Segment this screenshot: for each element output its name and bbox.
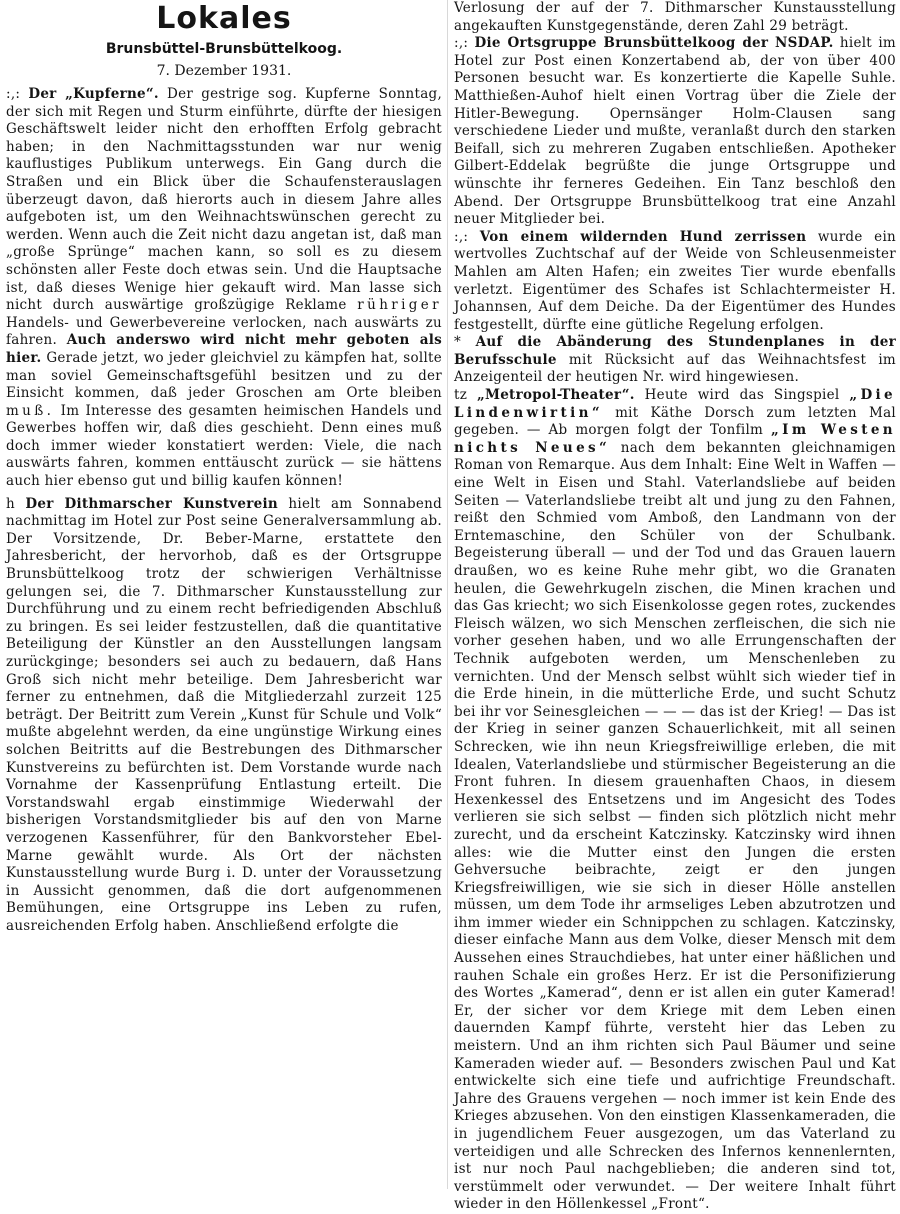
article-headline: „Metropol-Theater“. [476,387,635,404]
article-headline: Der „Kupferne“. [28,86,159,102]
article-headline: Die Ortsgruppe Brunsbüttelkoog der NSDAP. [474,35,834,52]
article-text: hielt am Sonnabend nachmittag im Hotel zur Post seine Generalversammlung ab. Der Vorsitzende, Dr. Beber-Marne, erstattete den Jahresbericht, der hervorhob, daß es der Ortsgruppe Brunsbüttelkoog trotz der schwierigen Verhältnisse gelungen sei, die 7. Dithmarscher Kunstausstellung zur Durchführung und zu einem recht befriedigenden Abschluß zu bringen. Es sei leider festzustellen, daß die quantitative Beteiligung der Künstler an den Ausstellungen langsam zurückginge; besonders sei auch zu bedauern, daß Hans Groß sich nicht mehr beteilige. Dem Jahresbericht war ferner zu entnehmen, daß die Mitgliederzahl zurzeit 125 beträgt. Der Beitritt zum Verein „Kunst für Schule und Volk“ mußte abgelehnt werden, da eine ungünstige Wirkung eines solchen Beitritts auf die Bestrebungen des Dithmarscher Kunstvereins zu befürchten ist. Dem Vorstande wurde nach Vornahme der Kassenprüfung Entlastung erteilt. Die Vorstandswahl ergab einstimmige Wiederwahl der bisherigen Vorstandsmitglieder bis auf den von Marne verzogenen Kassenführer, für den Bankvorsteher Ebel-Marne gewählt wurde. Als Ort der nächsten Kunstausstellung wurde Burg i. D. unter der Voraussetzung in Aussicht genommen, daß die dort aufgenommenen Bemühungen, eine Ortsgruppe ins Leben zu rufen, ausreichenden Erfolg haben. Anschließend erfolgte die [6,495,442,934]
article-text: Handels- und Gewerbevereine verlocken, nach auswärts zu fahren. [6,314,442,349]
article-text: mit Rücksicht auf das Weihnachtsfest im Anzeigenteil der heutigen Nr. wird hingewiesen. [454,351,896,386]
section-title: Lokales [156,1,292,36]
article-marker: h [6,495,26,512]
article-marker: * [454,334,476,351]
article-text: mit Käthe Dorsch zum letzten Mal gegeben. — Ab morgen folgt der Tonfilm [454,404,896,439]
emphasized-word: rühriger [357,297,442,314]
article-headline: Der Dithmarscher Kunstverein [25,495,278,512]
emphasized-word: muß. [6,402,55,419]
article-metropol-theater [454,387,896,1214]
article-text: Im Interesse des gesamten heimischen Handels und Gewerbes hoffen wir, daß dies geschieht. Denn eines muß doch immer wieder konstatiert werden: Viele, die nach auswärts fahren, kommen enttäuscht zurück — sie hättens auch hier ebenso gut und billig kaufen können! [6,402,442,490]
film-title: „Die Lindenwirtin“ [454,387,897,421]
article-marker: :,: [454,35,475,52]
article-marker: :,: [6,86,29,102]
article-wildernder-hund [454,229,896,335]
film-title: „Im Westen nichts Neues“ [454,422,896,456]
article-text: nach dem bekannten gleichnamigen Roman von Remarque. Aus dem Inhalt: Eine Welt in Waffen — eine Welt in Eisen und Stahl. Vaterlandsliebe auf beiden Seiten — Vaterlandsliebe treibt alt und jung zu den Fahnen, reißt den Schmied vom Amboß, den Landmann von der Erntemaschine, den Schüler von der Schulbank. Begeisterung überall — und der Tod und das Grauen lauern draußen, wo es keine Ruhe mehr gibt, wo die Granaten heulen, die Gewehrkugeln zischen, die Minen krachen und das Gas kriecht; wo sich Eisenkolosse gegen rotes, zuckendes Fleisch wälzen, wo sich Menschen zerfleischen, die sich nie vorher gesehen haben, und wo alle Errungenschaften der Technik aufgeboten werden, um Menschenleben zu vernichten. Und der Mensch selbst wühlt sich wieder tief in die Erde hinein, in die mütterliche Erde, und sucht Schutz bei ihr vor Seinesgleichen — — — das ist der Krieg! — Das ist der Krieg in seiner ganzen Schauerlichkeit, mit all seinen Schrecken, wie ihn neun Kriegsfreiwillige erleben, die mit Idealen, Vaterlandsliebe und stürmischer Begeisterung an die Front fuhren. In diesem grauenhaften Chaos, in diesem Hexenkessel des Entsetzens und im Angesicht des Todes verlieren sie sich selbst — finden sich plötzlich nicht mehr zurecht, und da erscheint Katczinsky. Katczinsky wird ihnen alles: wie die Mutter einst den Jungen die ersten Gehversuche beibrachte, zeigt er den jungen Kriegsfreiwilligen, wie sie sich in dieser Hölle anstellen müssen, um dem Tode ihr armseliges Leben abzutrotzen und ihm immer wieder ein Schnippchen zu schlagen. Katczinsky, dieser einfache Mann aus dem Volke, dieser Mensch mit dem Aussehen eines Strauchdiebes, hat unter einer häßlichen und rauhen Schale ein großes Herz. Er ist die Personifizierung des Wortes „Kamerad“, denn er ist allen ein guter Kamerad! Er, der sicher vor dem Kriege mit dem Leben einen dauernden Kampf führte, versteht hier das Leben zu meistern. Und an ihm richten sich Paul Bäumer und seine Kameraden wieder auf. — Besonders zwischen Paul und Kat entwickelte sich eine tiefe und aufrichtige Freundschaft. Jahre des Grauens vergehen — noch immer ist kein Ende des Krieges abzusehen. Von den einstigen Klassenkameraden, die in jugendlichem Feuer ausgezogen, um das Vaterland zu verteidigen und alle Schrecken des Infernos kennenlernten, ist nur noch Paul nachgeblieben; die anderen sind tot, verstümmelt oder verwundet. — Der weitere Inhalt führt wieder in den Höllenkessel „Front“. [454,439,896,1213]
article-kunstverein [6,496,442,936]
article-stundenplan [454,334,896,387]
article-kupferner-sonntag [6,86,442,491]
left-column [6,0,442,936]
dateline: 7. Dezember 1931. [156,63,292,79]
right-column [454,0,896,1214]
article-marker: tz [454,387,477,404]
article-text: Der gestrige sog. Kupferne Sonntag, der sich mit Regen und Sturm einführte, dürfte der hiesigen Geschäftswelt leider nicht den erhofften Erfolg gebracht haben; in den Nachmittagsstunden war nur wenig kauflustiges Publikum unterwegs. Ein Gang durch die Straßen und ein Blick über die Schaufensterauslagen überzeugt davon, daß hierorts auch in diesem Jahre alles aufgeboten ist, um den Weihnachtswünschen gerecht zu werden. Wenn auch die Zeit nicht dazu angetan ist, daß man „große Sprünge“ machen kann, so soll es zu diesem schönsten aller Feste doch etwas sein. Und die Hauptsache ist, daß dieses Wenige hier gekauft wird. Man lasse sich nicht durch auswärtige großzügige Reklame [6,86,443,314]
locality-heading: Brunsbüttel-Brunsbüttelkoog. [105,41,343,57]
article-nsdap-ortsgruppe [454,35,896,229]
column-divider [447,0,448,1189]
article-headline: Auf die Abänderung des Stundenplanes in der Berufsschule [454,334,896,368]
emphasized-sentence: Auch anderswo wird nicht mehr geboten als hier. [6,332,442,366]
section-masthead [6,2,442,80]
article-text: Gerade jetzt, wo jeder gleichviel zu kämpfen hat, sollte man soviel Gemeinschaftsgefühl besitzen und zu der Einsicht kommen, daß jeder Groschen am Orte bleiben [6,349,442,402]
article-text: hielt im Hotel zur Post einen Konzertabend ab, der von über 400 Personen besucht war. Es konzertierte die Kapelle Suhle. Matthießen-Auhof hielt einen Vortrag über die Ziele der Hitler-Bewegung. Opernsänger Holm-Clausen sang verschiedene Lieder und mußte, veranlaßt durch den starken Beifall, sich zu mehreren Zugaben entschließen. Apotheker Gilbert-Eddelak begrüßte die junge Ortsgruppe und wünschte ihr ferneres Gedeihen. Ein Tanz beschloß den Abend. Der Ortsgruppe Brunsbüttelkoog trat eine Anzahl neuer Mitglieder bei. [454,35,896,228]
article-headline: Von einem wildernden Hund zerrissen [479,228,807,245]
article-text: Heute wird das Singspiel [634,387,850,404]
article-marker: :,: [454,228,480,245]
article-text: wurde ein wertvolles Zuchtschaf auf der Weide von Schleusenmeister Mahlen am Alten Hafen; ein zweites Tier wurde ebenfalls verletzt. Eigentümer des Schafes ist Schlachtermeister H. Johannsen, Auf dem Deiche. Da der Eigentümer des Hundes festgestellt, dürfte eine gütliche Regelung erfolgen. [454,228,896,333]
article-continuation: Verlosung der auf der 7. Dithmarscher Kunstausstellung angekauften Kunstgegenstände, deren Zahl 29 beträgt. [454,0,896,34]
